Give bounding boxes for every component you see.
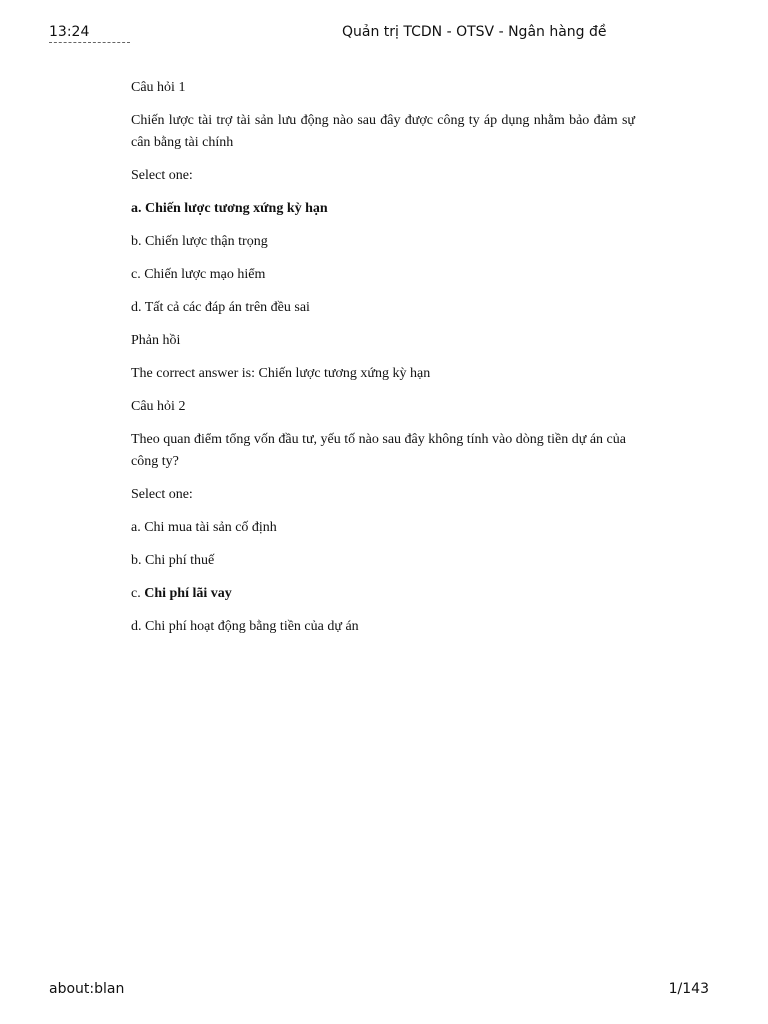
option-letter: a. xyxy=(131,520,141,535)
option-text: Chi mua tài sản cố định xyxy=(144,520,277,535)
page-number: 1/143 xyxy=(668,981,709,997)
option-text: Chiến lược thận trọng xyxy=(145,234,268,249)
option-text: Chiến lược mạo hiểm xyxy=(144,267,266,282)
option-d xyxy=(131,616,635,638)
option-a xyxy=(131,517,635,539)
option-a xyxy=(131,198,635,220)
option-b xyxy=(131,550,635,572)
select-prompt: Select one: xyxy=(131,168,193,183)
print-time: 13:24 xyxy=(49,24,90,40)
question-label: Câu hỏi 1 xyxy=(131,80,186,95)
page-url: about:blan xyxy=(49,981,125,997)
question-text: Theo quan điểm tổng vốn đầu tư, yếu tố nào sau đây không tính vào dòng tiền dự án của công ty? xyxy=(131,432,626,469)
option-c xyxy=(131,583,635,605)
option-text: Chi phí thuế xyxy=(145,553,215,568)
option-letter: c. xyxy=(131,586,141,601)
option-c xyxy=(131,264,635,286)
option-text: Chi phí hoạt động bằng tiền của dự án xyxy=(145,619,359,634)
question-text: Chiến lược tài trợ tài sản lưu động nào sau đây được công ty áp dụng nhằm bảo đảm sự cân bằng tài chính xyxy=(131,113,635,150)
header-divider xyxy=(49,42,130,43)
question-label: Câu hỏi 2 xyxy=(131,399,186,414)
option-letter: c. xyxy=(131,267,141,282)
question-2 xyxy=(131,396,635,638)
document-title: Quản trị TCDN - OTSV - Ngân hàng đề xyxy=(342,24,607,40)
option-letter: b. xyxy=(131,234,142,249)
option-letter: d. xyxy=(131,300,142,315)
option-d xyxy=(131,297,635,319)
quiz-content xyxy=(131,77,635,649)
feedback-label: Phản hồi xyxy=(131,333,181,348)
option-text: Tất cả các đáp án trên đều sai xyxy=(144,300,310,315)
option-b xyxy=(131,231,635,253)
select-prompt: Select one: xyxy=(131,487,193,502)
option-letter: b. xyxy=(131,553,142,568)
option-text: Chiến lược tương xứng kỳ hạn xyxy=(145,201,328,216)
question-1 xyxy=(131,77,635,385)
option-letter: a. xyxy=(131,201,142,216)
option-text: Chi phí lãi vay xyxy=(144,586,232,601)
correct-answer: The correct answer is: Chiến lược tương xứng kỳ hạn xyxy=(131,366,431,381)
option-letter: d. xyxy=(131,619,142,634)
